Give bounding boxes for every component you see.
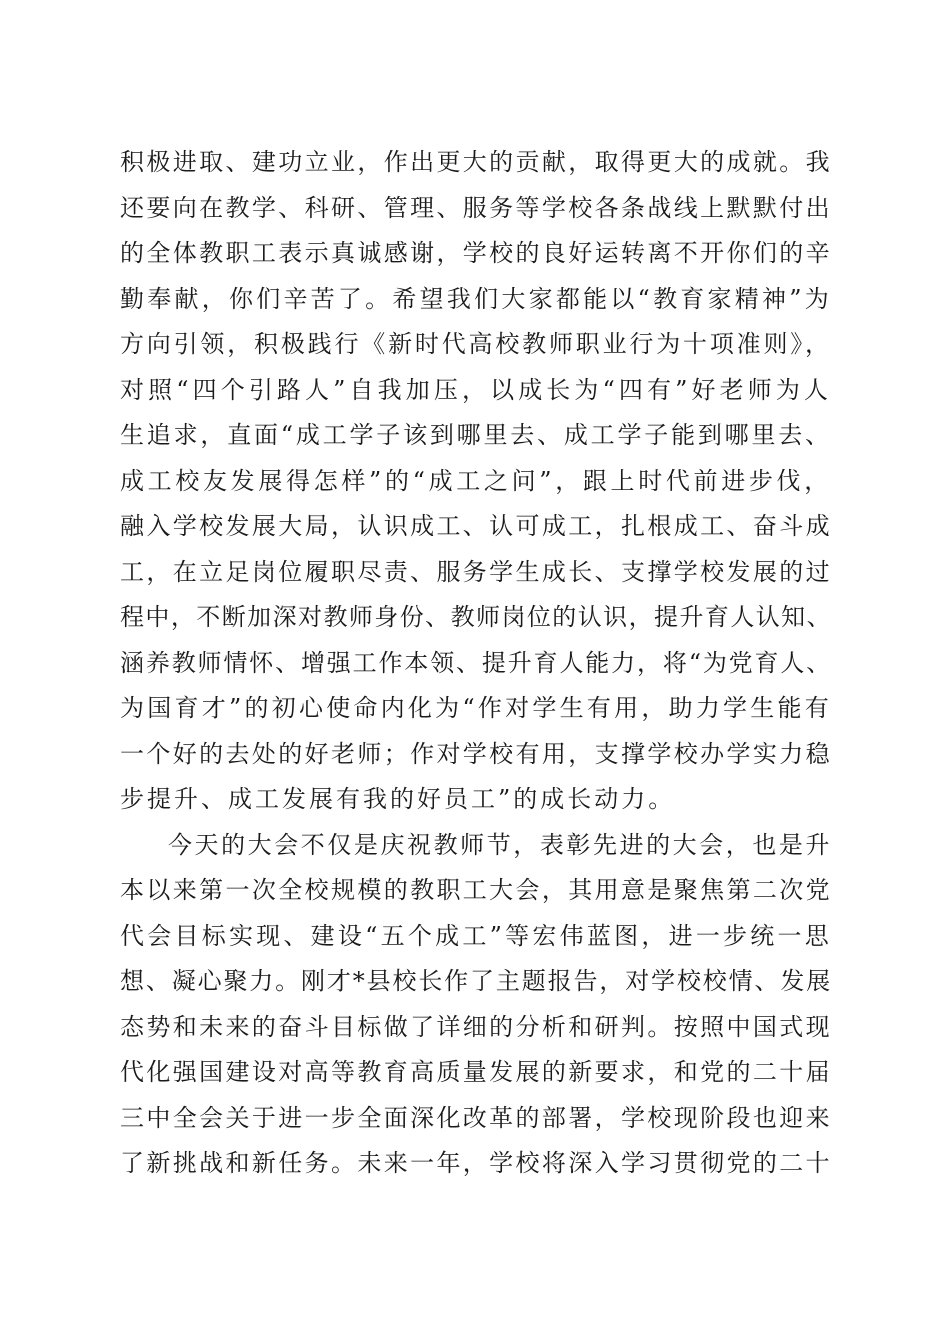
text-line: 勤奉献，你们辛苦了。希望我们大家都能以“教育家精神”为: [120, 284, 833, 313]
text-line: 代化强国建设对高等教育高质量发展的新要求，和党的二十届: [120, 1058, 832, 1086]
text-line: 步提升、成工发展有我的好员工”的成长动力。: [120, 785, 676, 813]
text-line: 了新挑战和新任务。未来一年，学校将深入学习贯彻党的二十: [120, 1149, 832, 1177]
text-line: 的全体教职工表示真诚感谢，学校的良好运转离不开你们的辛: [120, 239, 832, 267]
text-line: 对照“四个引路人”自我加压，以成长为“四有”好老师为人: [120, 375, 833, 404]
text-line: 程中，不断加深对教师身份、教师岗位的认识，提升育人认知、: [120, 603, 833, 631]
text-line: 生追求，直面“成工学子该到哪里去、成工学子能到哪里去、: [120, 421, 832, 449]
text-line: 积极进取、建功立业，作出更大的贡献，取得更大的成就。我: [120, 148, 832, 176]
text-line: 为国育才”的初心使命内化为“作对学生有用，助力学生能有: [120, 694, 833, 722]
document-body: [120, 140, 832, 1187]
text-line: 成工校友发展得怎样”的“成工之问”，跟上时代前进步伐，: [120, 466, 832, 495]
text-line: 方向引领，积极践行《新时代高校教师职业行为十项准则》，: [120, 330, 832, 358]
text-line: 态势和未来的奋斗目标做了详细的分析和研判。按照中国式现: [120, 1012, 832, 1041]
text-line: 融入学校发展大局，认识成工、认可成工，扎根成工、奋斗成: [120, 512, 832, 540]
text-line: 还要向在教学、科研、管理、服务等学校各条战线上默默付出: [120, 193, 832, 222]
text-line: 一个好的去处的好老师；作对学校有用，支撑学校办学实力稳: [120, 739, 832, 768]
paragraph: [120, 823, 832, 1187]
text-line: 代会目标实现、建设“五个成工”等宏伟蓝图，进一步统一思: [120, 921, 833, 950]
text-line: 今天的大会不仅是庆祝教师节，表彰先进的大会，也是升: [168, 830, 832, 859]
text-line: 三中全会关于进一步全面深化改革的部署，学校现阶段也迎来: [120, 1103, 832, 1132]
text-line: 想、凝心聚力。刚才*县校长作了主题报告，对学校校情、发展: [120, 967, 833, 995]
text-line: 工，在立足岗位履职尽责、服务学生成长、支撑学校发展的过: [120, 557, 832, 586]
text-line: 本以来第一次全校规模的教职工大会，其用意是聚焦第二次党: [120, 876, 832, 904]
paragraph: [120, 140, 832, 823]
text-line: 涵养教师情怀、增强工作本领、提升育人能力，将“为党育人、: [120, 648, 833, 677]
